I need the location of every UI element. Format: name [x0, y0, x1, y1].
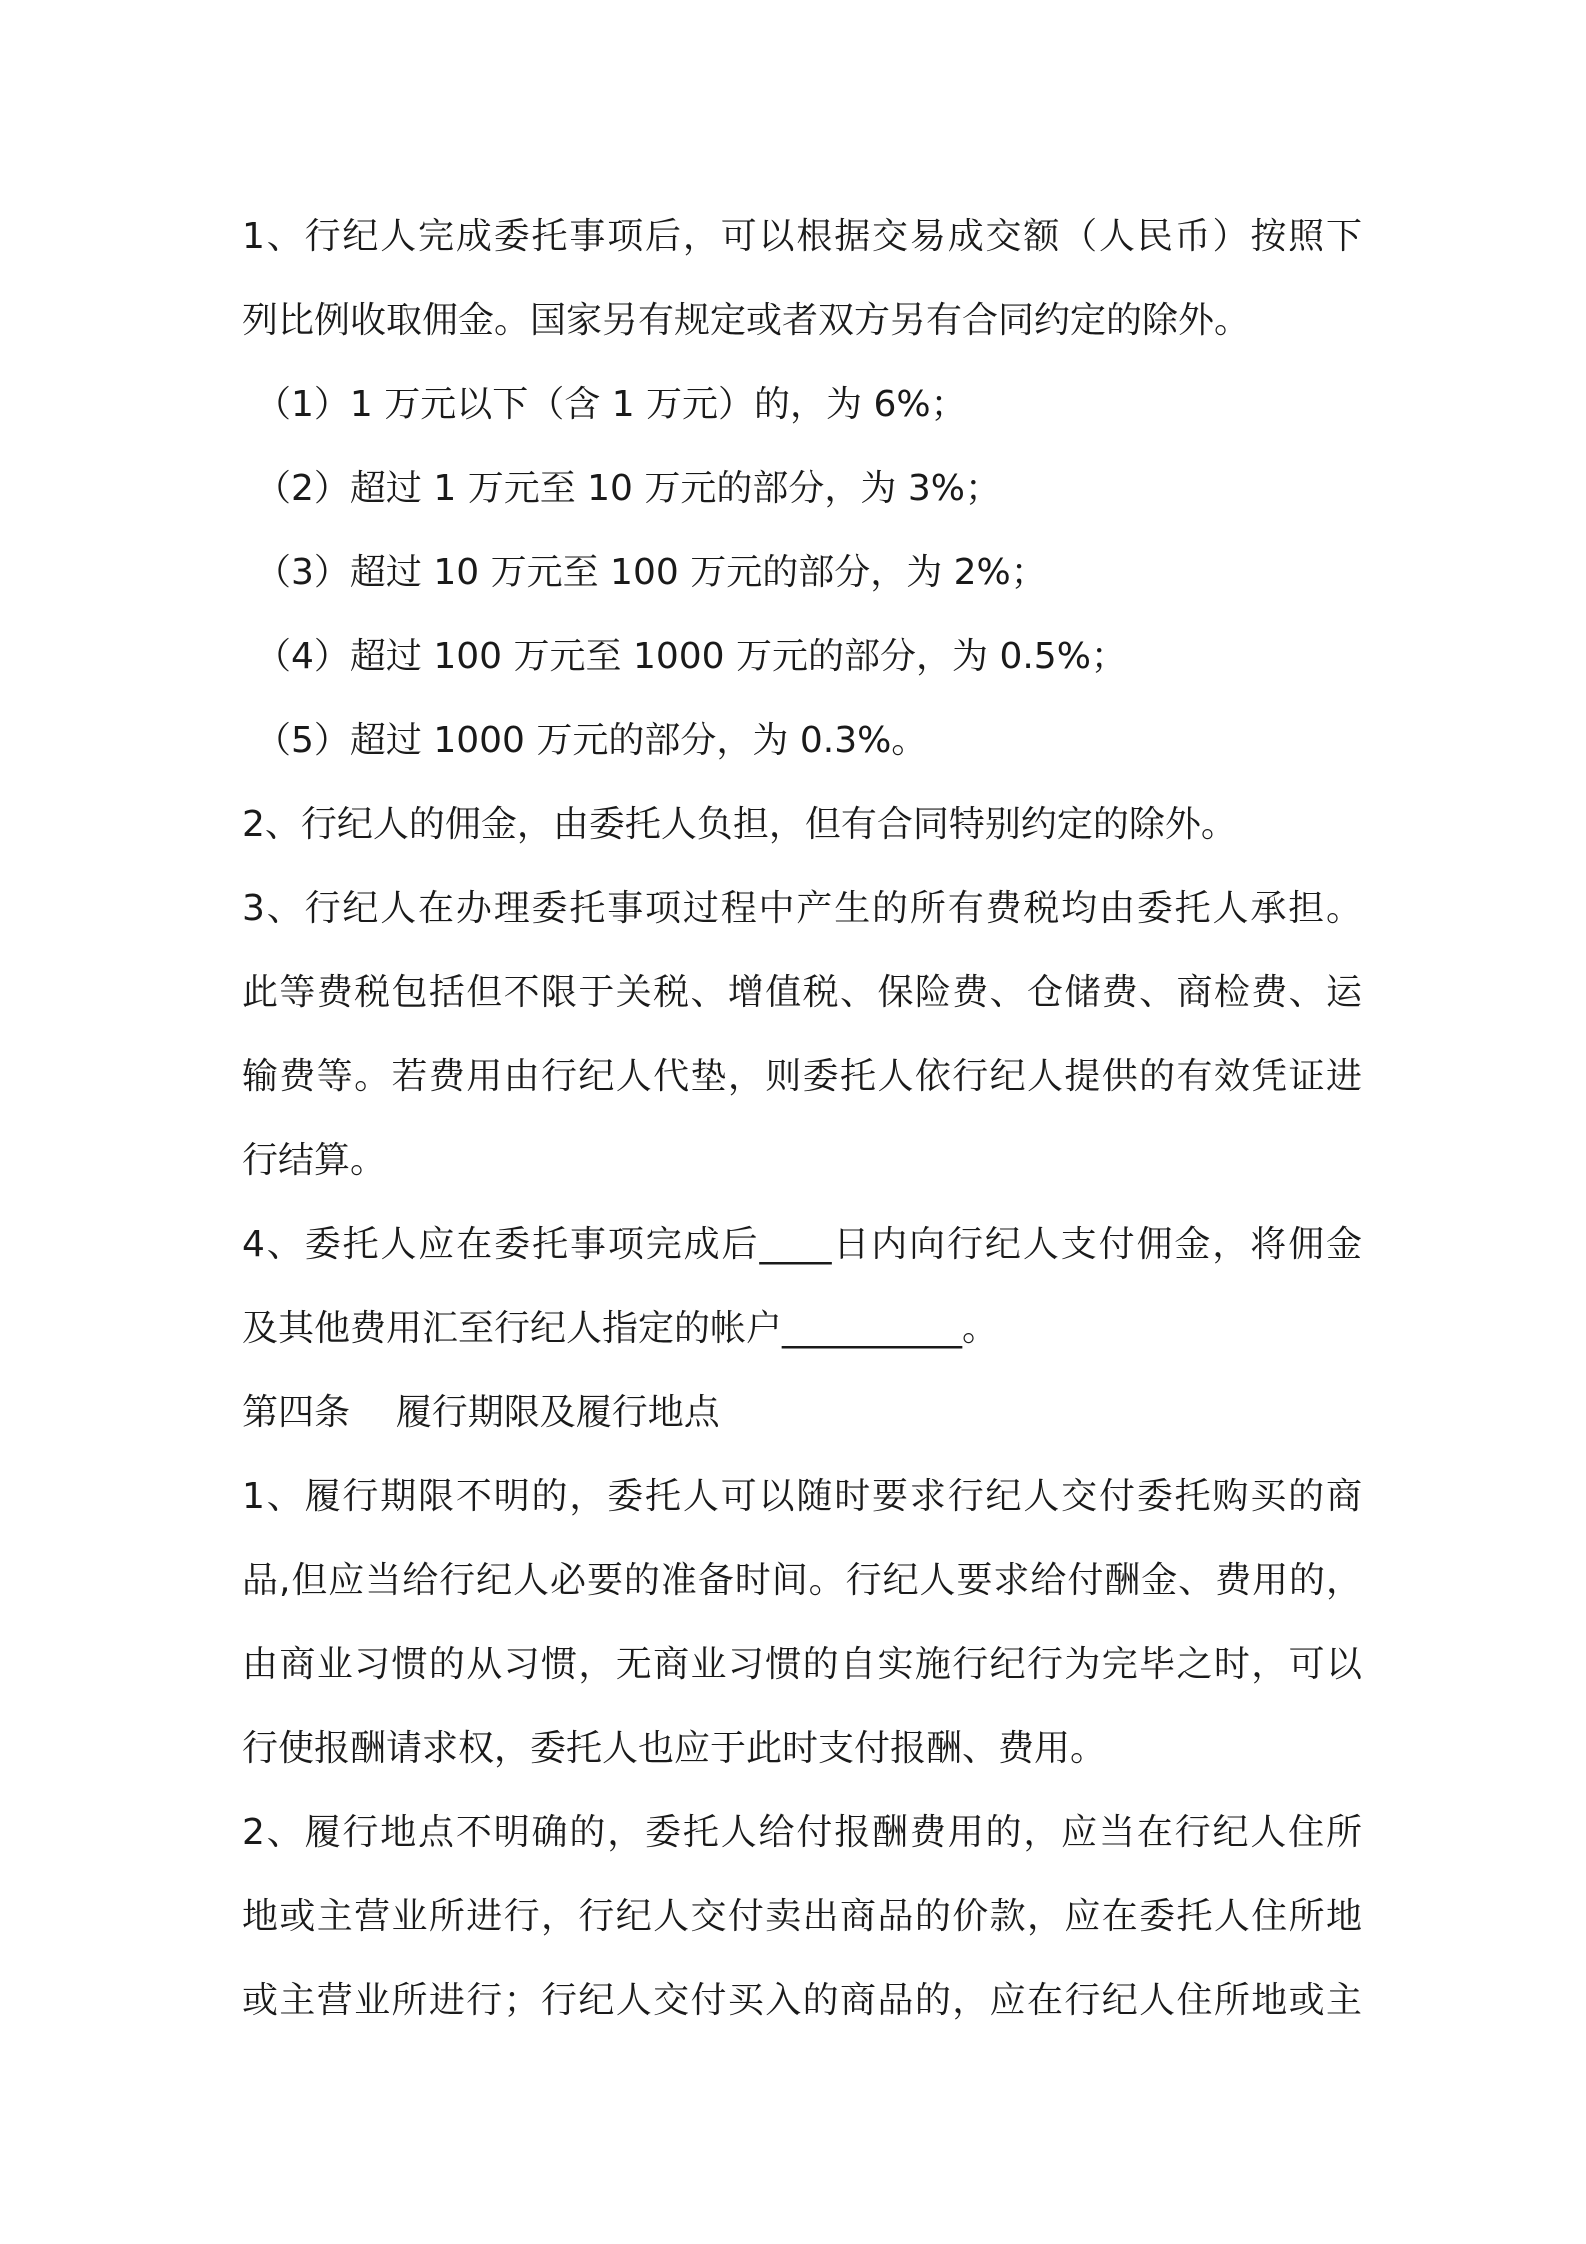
article-4-clause-2-line: 地或主营业所进行，行纪人交付卖出商品的价款，应在委托人住所地 — [242, 1896, 1362, 1937]
clause-2 — [242, 783, 1362, 867]
rate-item: （3）超过 10 万元至 100 万元的部分，为 2%； — [255, 552, 1047, 593]
commission-rate-list — [242, 363, 1362, 783]
clause-1 — [242, 195, 1362, 363]
clause-3-line: 行结算。 — [242, 1140, 387, 1181]
article-heading: 第四条 履行期限及履行地点 — [242, 1392, 720, 1433]
clause-3 — [242, 867, 1362, 1203]
rate-item: （1）1 万元以下（含 1 万元）的，为 6%； — [255, 384, 967, 425]
clause-4-line: 及其他费用汇至行纪人指定的帐户__________。 — [242, 1308, 999, 1349]
clause-1-line: 1、行纪人完成委托事项后，可以根据交易成交额（人民币）按照下 — [242, 216, 1362, 257]
clause-3-line: 输费等。若费用由行纪人代垫，则委托人依行纪人提供的有效凭证进 — [242, 1056, 1362, 1097]
clause-2-line: 2、行纪人的佣金，由委托人负担，但有合同特别约定的除外。 — [242, 804, 1237, 845]
article-4-clause-1-line: 1、履行期限不明的，委托人可以随时要求行纪人交付委托购买的商 — [242, 1476, 1362, 1517]
clause-3-line: 此等费税包括但不限于关税、增值税、保险费、仓储费、商检费、运 — [242, 972, 1362, 1013]
clause-4 — [242, 1203, 1362, 1371]
clause-3-line: 3、行纪人在办理委托事项过程中产生的所有费税均由委托人承担。 — [242, 888, 1362, 929]
article-4-section — [242, 1371, 1362, 1455]
document-page — [242, 195, 1362, 2043]
article-4-clause-1 — [242, 1455, 1362, 1791]
article-4-clause-1-line: 行使报酬请求权，委托人也应于此时支付报酬、费用。 — [242, 1728, 1107, 1769]
clause-4-line: 4、委托人应在委托事项完成后____日内向行纪人支付佣金，将佣金 — [242, 1224, 1362, 1265]
rate-item: （4）超过 100 万元至 1000 万元的部分，为 0.5%； — [255, 636, 1127, 677]
article-4-clause-2 — [242, 1791, 1362, 2043]
article-4-clause-1-line: 品,但应当给行纪人必要的准备时间。行纪人要求给付酬金、费用的， — [242, 1560, 1362, 1601]
article-4-clause-2-line: 2、履行地点不明确的，委托人给付报酬费用的，应当在行纪人住所 — [242, 1812, 1362, 1853]
clause-1-line: 列比例收取佣金。国家另有规定或者双方另有合同约定的除外。 — [242, 300, 1251, 341]
rate-item: （5）超过 1000 万元的部分，为 0.3%。 — [255, 720, 928, 761]
rate-item: （2）超过 1 万元至 10 万元的部分，为 3%； — [255, 468, 1001, 509]
article-4-clause-2-line: 或主营业所进行；行纪人交付买入的商品的，应在行纪人住所地或主 — [242, 1980, 1362, 2021]
article-4-clause-1-line: 由商业习惯的从习惯，无商业习惯的自实施行纪行为完毕之时，可以 — [242, 1644, 1362, 1685]
